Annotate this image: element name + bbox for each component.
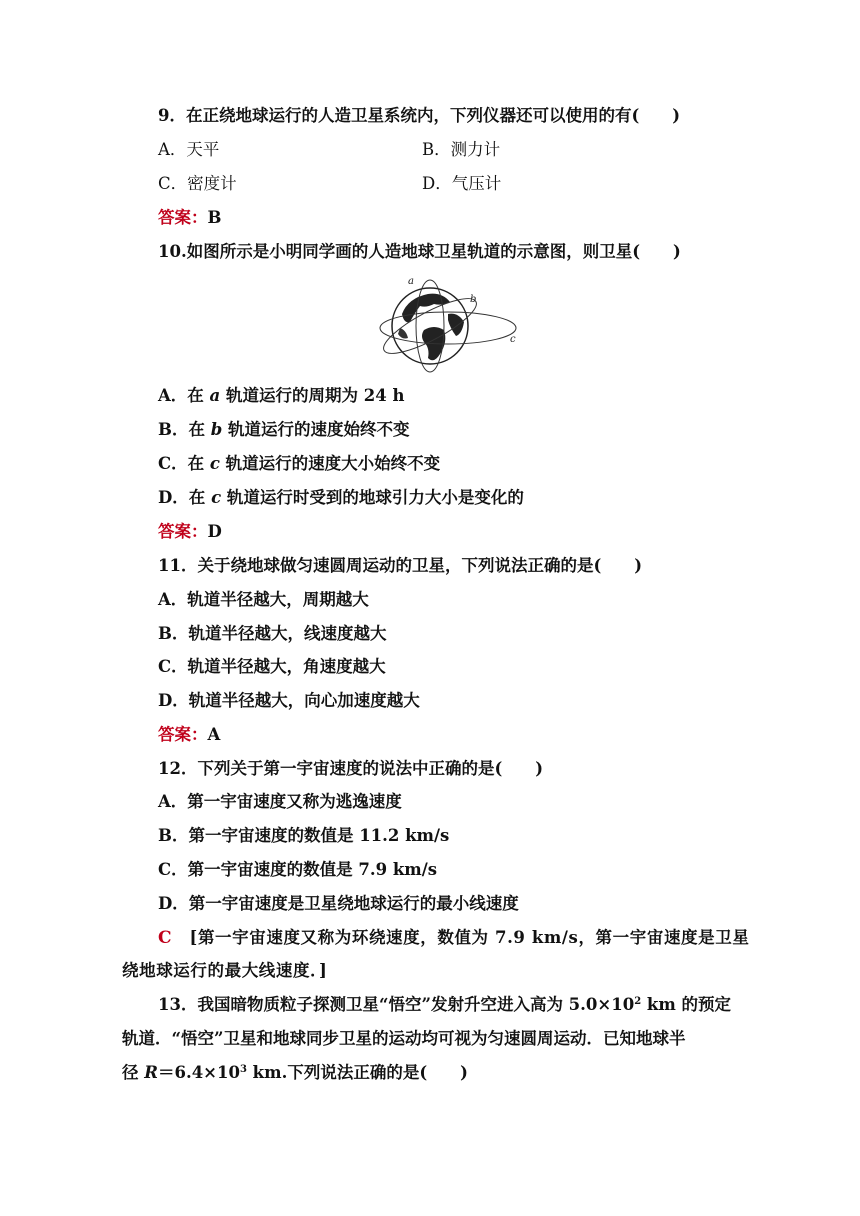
question-11-option-b: B．轨道半径越大，线速度越大 [158,624,387,643]
question-12-option-a: A．第一宇宙速度又称为逃逸速度 [158,792,402,811]
question-10-answer [158,521,222,543]
question-9-option-b: B．测力计 [422,140,501,159]
orbit-b-label: b [470,294,477,305]
question-10-option-d: D．在 c 轨道运行时受到的地球引力大小是变化的 [158,488,524,507]
answer-value: C [158,928,172,948]
question-11-option-c: C．轨道半径越大，角速度越大 [158,657,386,676]
question-9-option-c: C．密度计 [158,174,237,193]
question-11-option-a: A．轨道半径越大，周期越大 [158,590,369,609]
question-12-option-c: C．第一宇宙速度的数值是 7.9 km/s [158,860,438,879]
question-10-stem: 10.如图所示是小明同学画的人造地球卫星轨道的示意图，则卫星( ) [158,242,681,261]
question-13-stem-line-1: 13．我国暗物质粒子探测卫星“悟空”发射升空进入高为 $5.0\times 10^2$ km 的预定 [158,995,732,1014]
question-13-stem-line-2: 轨道．“悟空”卫星和地球同步卫星的运动均可视为匀速圆周运动．已知地球半 [122,1029,686,1048]
question-12-stem: 12．下列关于第一宇宙速度的说法中正确的是( ) [158,759,544,778]
question-9-option-d: D．气压计 [422,174,502,193]
question-12-explanation-line-1 [158,927,749,949]
answer-label: 答案： [158,208,208,227]
question-11-stem: 11．关于绕地球做匀速圆周运动的卫星，下列说法正确的是( ) [158,556,643,575]
answer-value: A [207,725,221,744]
question-12-option-b: B．第一宇宙速度的数值是 11.2 km/s [158,826,450,845]
orbit-a-label: a [408,276,414,287]
question-12-option-d: D．第一宇宙速度是卫星绕地球运行的最小线速度 [158,894,519,913]
question-9-options-row-2 [158,173,758,195]
question-11-option-d: D．轨道半径越大，向心加速度越大 [158,691,420,710]
question-9-stem: 9．在正绕地球运行的人造卫星系统内，下列仪器还可以使用的有( ) [158,106,681,125]
answer-label: 答案： [158,725,208,744]
question-9-answer [158,207,221,229]
answer-value: B [207,208,222,227]
answer-label: 答案： [158,522,208,541]
explanation-text: [第一宇宙速度又称为环绕速度，数值为 7.9 km/s，第一宇宙速度是卫星 [189,928,750,947]
answer-value: D [207,522,222,541]
question-9-option-a: A．天平 [158,140,220,159]
question-10-option-b: B．在 b 轨道运行的速度始终不变 [158,420,410,439]
question-10-option-c: C．在 c 轨道运行的速度大小始终不变 [158,454,441,473]
question-12-explanation-line-2: 绕地球运行的最大线速度．] [122,961,328,980]
question-13-stem-line-3: 径 $R=6.4\times 10^3$ km.下列说法正确的是( ) [122,1063,468,1082]
question-9-options-row-1 [158,139,758,161]
question-11-answer [158,724,220,746]
orbit-c-label: c [510,334,516,345]
satellite-orbit-figure [372,272,522,378]
question-10-option-a: A．在 a 轨道运行的周期为 24 h [158,386,405,405]
